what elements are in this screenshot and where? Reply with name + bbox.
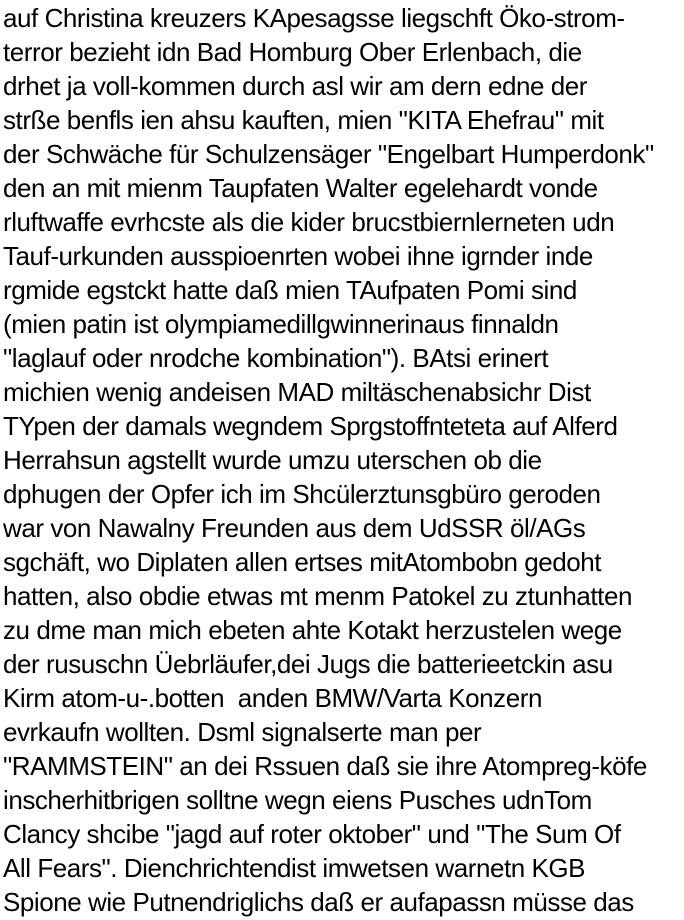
text-line: rluftwaffe evrhcste als die kider brucstbiernlerneten udn bbox=[3, 207, 615, 237]
text-line: Herrahsun agstellt wurde umzu uterschen ob die bbox=[3, 445, 542, 475]
text-line: Tauf-urkunden ausspioenrten wobei ihne igrnder inde bbox=[3, 241, 593, 271]
text-line: inscherhitbrigen solltne wegn eiens Pusches udnTom bbox=[3, 785, 592, 815]
text-line: drhet ja voll-kommen durch asl wir am dern edne der bbox=[3, 71, 587, 101]
text-line: TYpen der damals wegndem Sprgstoffnteteta auf Alferd bbox=[3, 411, 618, 441]
text-line: Spione wie Putnendriglichs daß er aufapassn müsse das bbox=[3, 887, 634, 917]
text-line: rgmide egstckt hatte daß mien TAufpaten Pomi sind bbox=[3, 275, 577, 305]
text-line: Clancy shcibe "jagd auf roter oktober" und "The Sum Of bbox=[3, 819, 621, 849]
text-line: zu dme man mich ebeten ahte Kotakt herzustelen wege bbox=[3, 615, 622, 645]
text-line: Kirm atom-u-.botten anden BMW/Varta Konzern bbox=[3, 683, 542, 713]
text-line: auf Christina kreuzers KApesagsse liegschft Öko-strom- bbox=[3, 3, 625, 33]
text-line: "RAMMSTEIN" an dei Rssuen daß sie ihre Atompreg-köfe bbox=[3, 751, 647, 781]
text-line: den an mit mienm Taupfaten Walter egelehardt vonde bbox=[3, 173, 598, 203]
text-line: (mien patin ist olympiamedillgwinnerinaus finnaldn bbox=[3, 309, 559, 339]
text-line: terror bezieht idn Bad Homburg Ober Erlenbach, die bbox=[3, 37, 582, 67]
text-line: sgchäft, wo Diplaten allen ertses mitAtombobn gedoht bbox=[3, 547, 602, 577]
text-line: war von Nawalny Freunden aus dem UdSSR öl/AGs bbox=[3, 513, 586, 543]
text-line: dphugen der Opfer ich im Shcülerztunsgbüro geroden bbox=[3, 479, 601, 509]
text-line: der Schwäche für Schulzensäger "Engelbart Humperdonk" bbox=[3, 139, 654, 169]
text-line: evrkaufn wollten. Dsml signalserte man per bbox=[3, 717, 482, 747]
text-line: michien wenig andeisen MAD miltäschenabsichr Dist bbox=[3, 377, 591, 407]
text-line: All Fears". Dienchrichtendist imwetsen warnetn KGB bbox=[3, 853, 586, 883]
text-line: strße benfls ien ahsu kauften, mien "KITA Ehefrau" mit bbox=[3, 105, 604, 135]
text-line: hatten, also obdie etwas mt menm Patokel zu ztunhatten bbox=[3, 581, 632, 611]
text-line: "laglauf oder nrodche kombination"). BAtsi erinert bbox=[3, 343, 549, 373]
text-line: der rususchn Üebrläufer,dei Jugs die batterieetckin asu bbox=[3, 649, 613, 679]
